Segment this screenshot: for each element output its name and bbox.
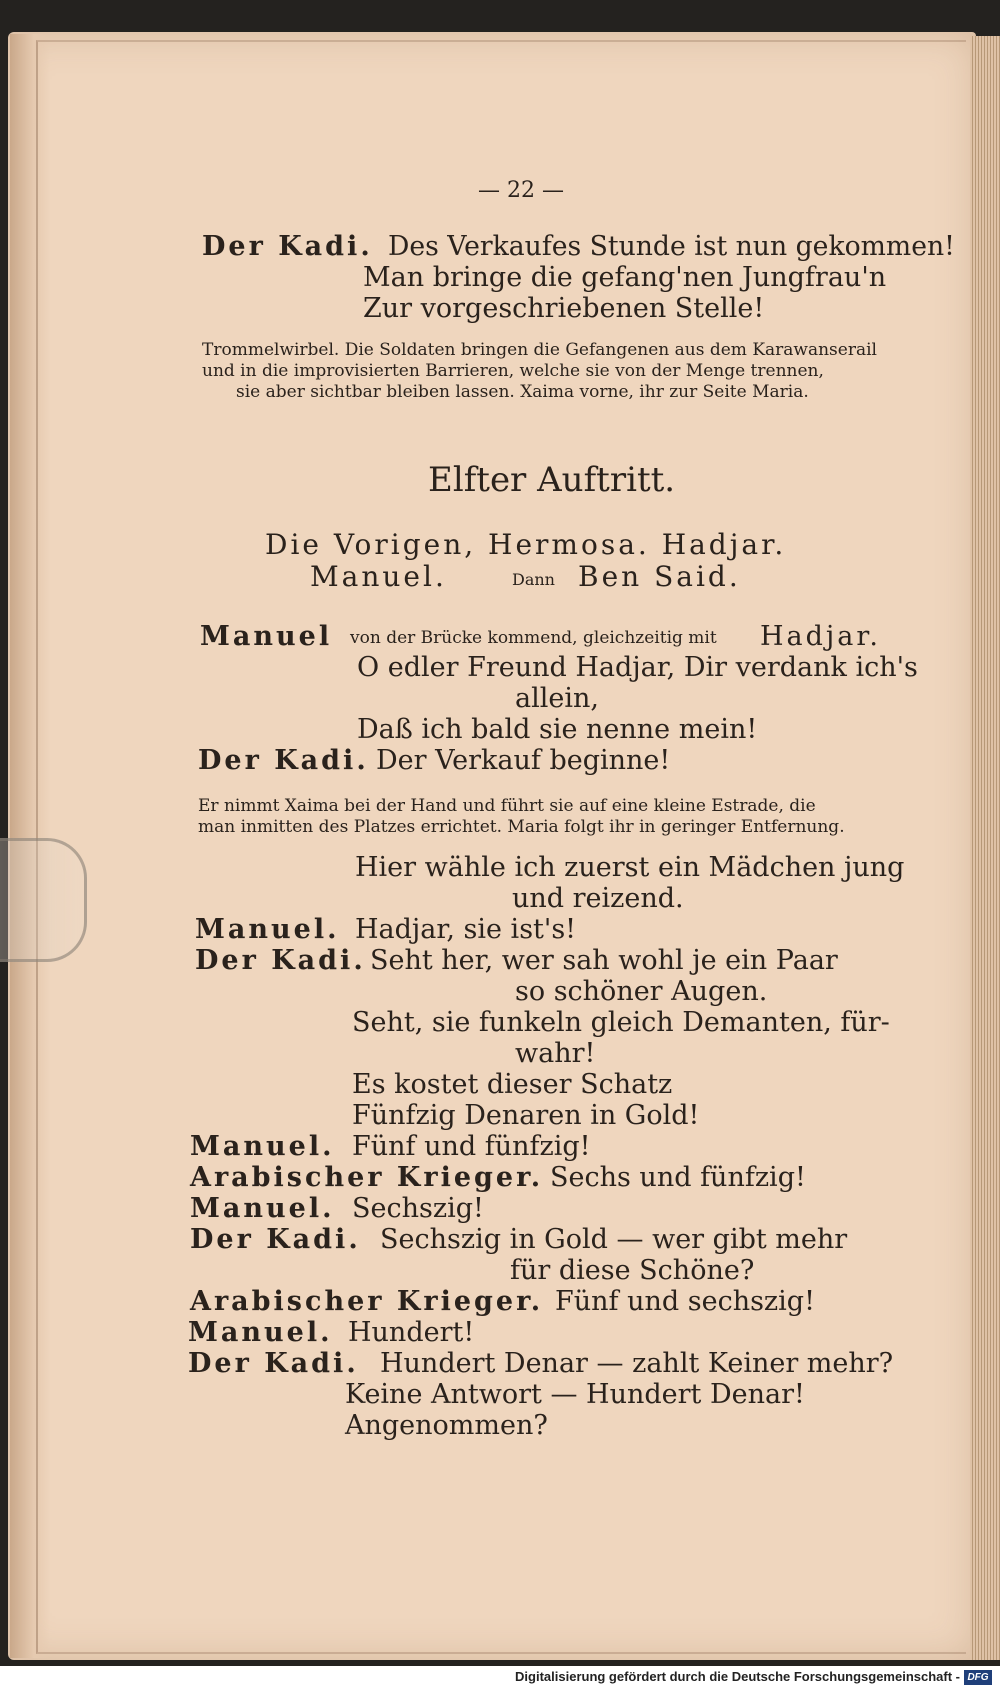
scene-title: Elfter Auftritt.: [428, 460, 676, 500]
dialogue-line: Angenommen?: [345, 1410, 548, 1441]
cast-line: Die Vorigen, Hermosa. Hadjar.: [265, 528, 787, 561]
dialogue-line: Seht her, wer sah wohl je ein Paar: [370, 945, 838, 976]
dialogue-line: wahr!: [515, 1038, 596, 1069]
page-fore-edge: [970, 36, 1000, 1660]
dialogue-line: Des Verkaufes Stunde ist nun gekommen!: [388, 231, 955, 262]
speaker-manuel: Manuel.: [190, 1193, 335, 1224]
dialogue-line: für diese Schöne?: [510, 1255, 755, 1286]
speaker-der-kadi: Der Kadi.: [195, 945, 366, 976]
dialogue-line: Zur vorgeschriebenen Stelle!: [363, 293, 765, 324]
dialogue-line: Fünf und fünfzig!: [352, 1131, 591, 1162]
speaker-der-kadi: Der Kadi.: [202, 231, 373, 262]
cast-manuel: Manuel.: [310, 560, 447, 593]
dialogue-line: Hadjar, sie ist's!: [355, 914, 577, 945]
stage-direction-line: man inmitten des Platzes errichtet. Maria folgt ihr in geringer Entfernung.: [198, 817, 845, 837]
stage-direction-line: Er nimmt Xaima bei der Hand und führt sie auf eine kleine Estrade, die: [198, 796, 816, 816]
speaker-hadjar: Hadjar.: [760, 621, 881, 652]
dialogue-line: Es kostet dieser Schatz: [352, 1069, 673, 1100]
speaker-manuel: Manuel: [200, 621, 333, 652]
dialogue-line: Der Verkauf beginne!: [376, 745, 671, 776]
dialogue-line: Hundert!: [348, 1317, 475, 1348]
dialogue-line: Sechszig in Gold — wer gibt mehr: [380, 1224, 848, 1255]
speaker-manuel: Manuel.: [188, 1317, 333, 1348]
dialogue-line: Fünfzig Denaren in Gold!: [352, 1100, 700, 1131]
stage-direction-line: Trommelwirbel. Die Soldaten bringen die Gefangenen aus dem Karawanserail: [202, 340, 877, 360]
dialogue-line: und reizend.: [512, 883, 684, 914]
dialogue-line: Seht, sie funkeln gleich Demanten, für-: [352, 1007, 890, 1038]
speaker-arabischer-krieger: Arabischer Krieger.: [190, 1286, 544, 1317]
dialogue-line: Man bringe die gefang'nen Jungfrau'n: [363, 262, 887, 293]
speaker-manuel: Manuel.: [190, 1131, 335, 1162]
paper-clip: [0, 838, 87, 962]
dialogue-line: allein,: [515, 683, 599, 714]
dialogue-line: O edler Freund Hadjar, Dir verdank ich's: [357, 652, 918, 683]
dialogue-line: so schöner Augen.: [515, 976, 768, 1007]
stage-direction-line: und in die improvisierten Barrieren, welche sie von der Menge trennen,: [202, 361, 824, 381]
cast-dann: Dann: [512, 570, 555, 589]
dialogue-line: Sechszig!: [352, 1193, 484, 1224]
stage-direction-inline: von der Brücke kommend, gleichzeitig mit: [350, 628, 717, 648]
page-number: — 22 —: [478, 178, 564, 203]
dialogue-line: Daß ich bald sie nenne mein!: [357, 714, 758, 745]
dialogue-line: Hundert Denar — zahlt Keiner mehr?: [380, 1348, 894, 1379]
dialogue-line: Hier wähle ich zuerst ein Mädchen jung: [355, 852, 905, 883]
speaker-arabischer-krieger: Arabischer Krieger.: [190, 1162, 544, 1193]
speaker-der-kadi: Der Kadi.: [198, 745, 369, 776]
footer-credit: Digitalisierung gefördert durch die Deutsche Forschungsgemeinschaft -: [515, 1669, 960, 1684]
speaker-der-kadi: Der Kadi.: [188, 1348, 359, 1379]
dialogue-line: Fünf und sechszig!: [555, 1286, 815, 1317]
cast-ben-said: Ben Said.: [578, 560, 741, 593]
dialogue-line: Sechs und fünfzig!: [550, 1162, 806, 1193]
dfg-logo: DFG: [964, 1670, 992, 1685]
speaker-manuel: Manuel.: [195, 914, 340, 945]
speaker-der-kadi: Der Kadi.: [190, 1224, 361, 1255]
dialogue-line: Keine Antwort — Hundert Denar!: [345, 1379, 805, 1410]
stage-direction-line: sie aber sichtbar bleiben lassen. Xaima vorne, ihr zur Seite Maria.: [236, 382, 809, 402]
